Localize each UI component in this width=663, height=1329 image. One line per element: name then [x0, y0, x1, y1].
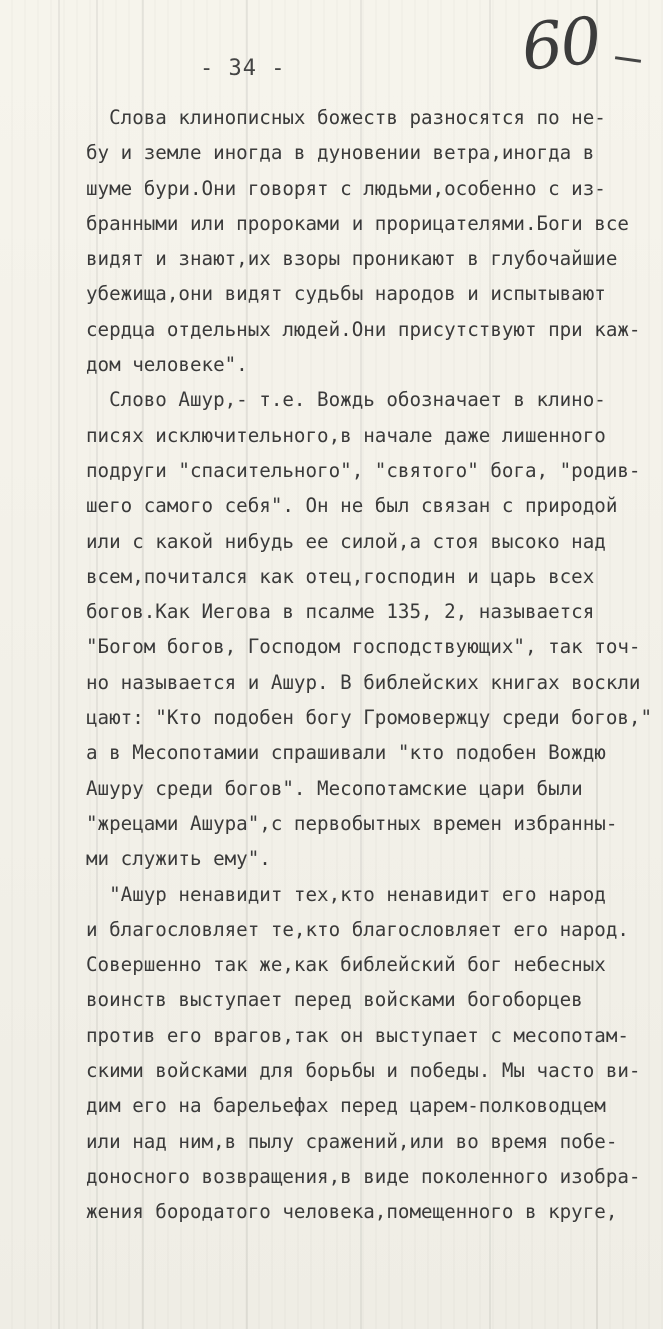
handwritten-folio-number: 60	[518, 4, 604, 86]
text-line: богов.Как Иегова в псалме 135, 2, называется	[86, 600, 595, 624]
text-line: цают: "Кто подобен богу Громовержцу среди богов,"	[86, 706, 653, 730]
text-line: видят и знают,их взоры проникают в глубочайшие	[86, 247, 618, 271]
text-line: "жрецами Ашура",с первобытных времен избранны-	[86, 811, 618, 835]
text-line: ми служить ему".	[86, 847, 271, 871]
text-line: "Богом богов, Господом господствующих", так точ-	[86, 635, 641, 659]
text-line: шего самого себя". Он не был связан с природой	[86, 494, 618, 518]
text-line: Слова клинописных божеств разносятся по не-	[86, 106, 606, 129]
text-line: всем,почитался как отец,господин и царь всех	[86, 564, 595, 588]
typed-body-text	[0, 100, 663, 1230]
text-line: убежища,они видят судьбы народов и испытывают	[86, 282, 606, 306]
text-line: Ашуру среди богов". Месопотамские цари были	[86, 776, 583, 800]
text-line: дом человеке".	[86, 353, 248, 377]
text-line: воинств выступает перед войсками богоборцев	[86, 988, 583, 1012]
text-line: "Ашур ненавидит тех,кто ненавидит его народ	[86, 882, 606, 906]
handwritten-folio-dash	[615, 56, 641, 63]
text-line: а в Месопотамии спрашивали "кто подобен Вождю	[86, 741, 606, 765]
text-line: дим его на барельефах перед царем-полководцем	[86, 1094, 606, 1118]
text-line: сердца отдельных людей.Они присутствуют при каж-	[86, 317, 641, 341]
text-line: писях исключительного,в начале даже лишенного	[86, 423, 606, 447]
text-line: подруги "спасительного", "святого" бога, "родив-	[86, 458, 641, 482]
text-line: скими войсками для борьбы и победы. Мы часто ви-	[86, 1059, 641, 1083]
text-line: и благословляет те,кто благословляет его народ.	[86, 917, 629, 941]
text-line: Совершенно так же,как библейский бог небесных	[86, 953, 606, 977]
text-line: Слово Ашур,- т.е. Вождь обозначает в клино-	[86, 388, 606, 412]
text-line: бу и земле иногда в дуновении ветра,иногда в	[86, 141, 595, 165]
text-line: но называется и Ашур. В библейских книгах воскли	[86, 670, 641, 694]
page-number: - 34 -	[200, 56, 286, 81]
text-line: или с какой нибудь ее силой,а стоя высоко над	[86, 529, 606, 553]
text-line: доносного возвращения,в виде поколенного изобра-	[86, 1164, 641, 1188]
text-line: против его врагов,так он выступает с месопотам-	[86, 1023, 629, 1047]
text-line: шуме бури.Они говорят с людьми,особенно с из-	[86, 176, 606, 200]
text-line: бранными или пророками и прорицателями.Боги все	[86, 211, 629, 235]
text-line: или над ним,в пылу сражений,или во время побе-	[86, 1129, 618, 1153]
text-line: жения бородатого человека,помещенного в круге,	[86, 1200, 618, 1224]
